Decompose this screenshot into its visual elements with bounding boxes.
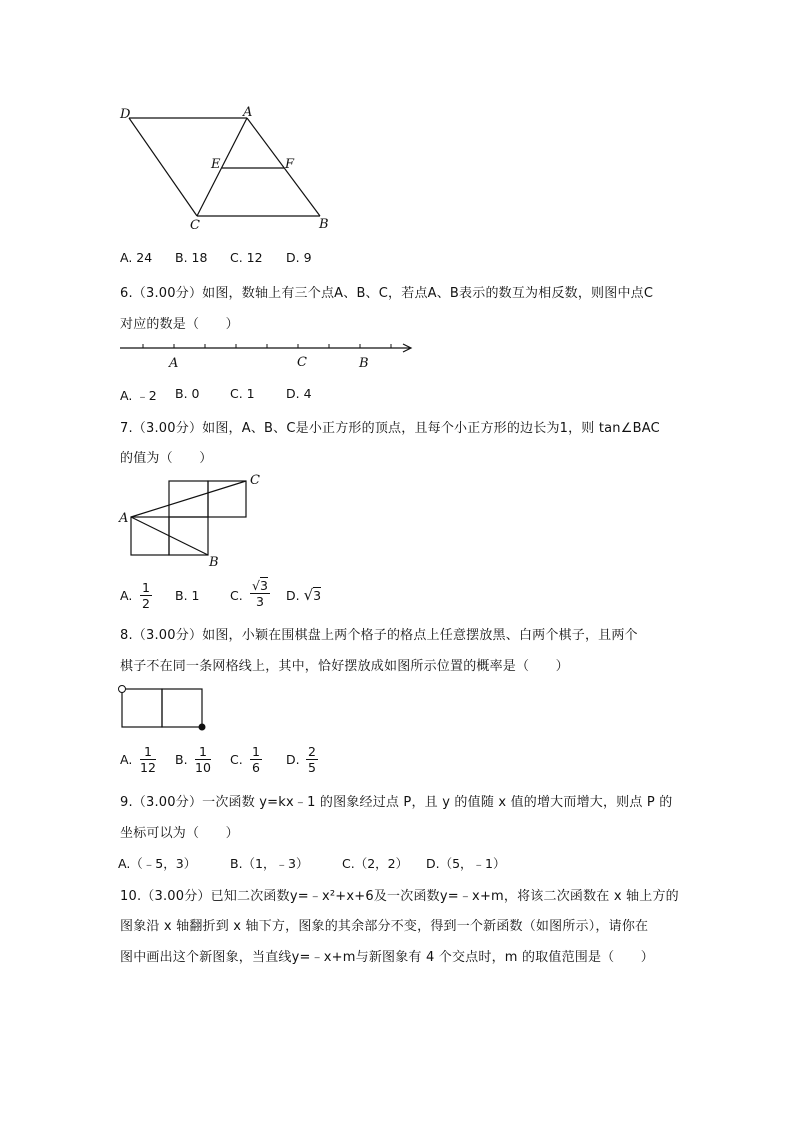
option-prefix: C.	[230, 752, 243, 767]
grid-square	[169, 517, 208, 555]
q7-option-d[interactable]	[286, 586, 321, 604]
q9-option-d[interactable]: D.（5，﹣1）	[426, 856, 506, 871]
q6-option-a[interactable]: A. ﹣2	[120, 388, 157, 403]
label-B: B	[359, 356, 369, 371]
label-E: E	[211, 157, 221, 172]
segment-AB	[247, 118, 320, 216]
fraction	[195, 744, 211, 775]
black-stone-icon	[199, 724, 206, 731]
q7-question-line2: 的值为（ ）	[120, 451, 213, 466]
segment-AC	[131, 481, 246, 517]
label-A: A	[243, 105, 253, 120]
label-A: A	[169, 356, 179, 371]
numerator: 1	[142, 580, 150, 595]
option-prefix: D.	[286, 752, 300, 767]
q9-option-c[interactable]: C.（2，2）	[342, 856, 409, 871]
q6-option-d[interactable]: D. 4	[286, 386, 312, 401]
label-C: C	[250, 473, 260, 488]
fraction	[140, 744, 156, 775]
q10-question-line2: 图象沿 x 轴翻折到 x 轴下方，图象的其余部分不变，得到一个新函数（如图所示），请你在	[120, 919, 649, 934]
option-prefix: D.	[286, 588, 300, 603]
q9-question-line1: 9.（3.00分）一次函数 y=kx﹣1 的图象经过点 P，且 y 的值随 x 值的增大而增大，则点 P 的	[120, 795, 673, 810]
q9-option-b[interactable]: B.（1，﹣3）	[230, 856, 309, 871]
radicand: 3	[313, 588, 322, 603]
q5-figure	[110, 100, 340, 235]
numerator	[250, 578, 270, 594]
q5-option-a[interactable]: A. 24	[120, 250, 153, 265]
option-prefix: C.	[230, 588, 243, 603]
segment-AC	[197, 118, 247, 216]
q8-question-line2: 棋子不在同一条网格线上，其中，恰好摆放成如图所示位置的概率是（ ）	[120, 659, 569, 674]
q7-grid-figure	[112, 470, 272, 570]
q6-option-b[interactable]: B. 0	[175, 386, 200, 401]
q6-option-c[interactable]: C. 1	[230, 386, 255, 401]
fraction	[140, 580, 152, 611]
q9-option-a[interactable]: A.（﹣5，3）	[118, 856, 197, 871]
option-prefix: B.	[175, 752, 188, 767]
q8-question-line1: 8.（3.00分）如图，小颖在围棋盘上两个格子的格点上任意摆放黑、白两个棋子，且两个	[120, 628, 638, 643]
q6-question-line1: 6.（3.00分）如图，数轴上有三个点A、B、C，若点A、B表示的数互为相反数，则图中点C	[120, 286, 654, 301]
q9-question-line2: 坐标可以为（ ）	[120, 826, 239, 841]
q5-option-d[interactable]: D. 9	[286, 250, 312, 265]
sqrt-icon: √	[252, 578, 260, 593]
numerator: 1	[252, 744, 260, 759]
fraction	[250, 744, 262, 775]
q7-question-line1: 7.（3.00分）如图，A、B、C是小正方形的顶点，且每个小正方形的边长为1，则 tan∠BAC	[120, 421, 660, 436]
numerator: 1	[140, 744, 156, 760]
q5-option-c[interactable]: C. 12	[230, 250, 263, 265]
fraction	[306, 744, 318, 775]
label-A: A	[119, 511, 129, 526]
denominator: 5	[308, 760, 316, 775]
q5-option-b[interactable]: B. 18	[175, 250, 208, 265]
q8-board-figure	[115, 682, 215, 734]
sqrt-icon: √	[303, 586, 314, 604]
numerator: 1	[195, 744, 211, 760]
label-C: C	[297, 355, 307, 370]
denominator: 6	[252, 760, 260, 775]
numerator: 2	[308, 744, 316, 759]
q6-number-line	[115, 336, 420, 374]
denominator: 10	[195, 760, 211, 775]
denominator: 2	[142, 596, 150, 611]
grid-square	[122, 689, 162, 727]
denominator: 12	[140, 760, 156, 775]
label-B: B	[319, 217, 329, 232]
label-B: B	[209, 555, 219, 570]
label-D: D	[120, 107, 131, 122]
denominator: 3	[255, 594, 264, 609]
grid-square	[131, 517, 169, 555]
grid-square	[162, 689, 202, 727]
radicand: 3	[259, 578, 268, 593]
fraction	[250, 578, 270, 609]
q10-question-line3: 图中画出这个新图象，当直线y=﹣x+m与新图象有 4 个交点时，m 的取值范围是（ ）	[120, 950, 654, 965]
segment-DC	[129, 118, 197, 216]
option-prefix: A.	[120, 752, 133, 767]
label-C: C	[190, 218, 200, 233]
option-prefix: A.	[120, 588, 133, 603]
q10-question-line1: 10.（3.00分）已知二次函数y=﹣x²+x+6及一次函数y=﹣x+m，将该二次函数在 x 轴上方的	[120, 889, 679, 904]
label-F: F	[285, 157, 295, 172]
q6-question-line2: 对应的数是（ ）	[120, 317, 239, 332]
q7-option-b[interactable]: B. 1	[175, 588, 200, 603]
white-stone-icon	[119, 686, 126, 693]
